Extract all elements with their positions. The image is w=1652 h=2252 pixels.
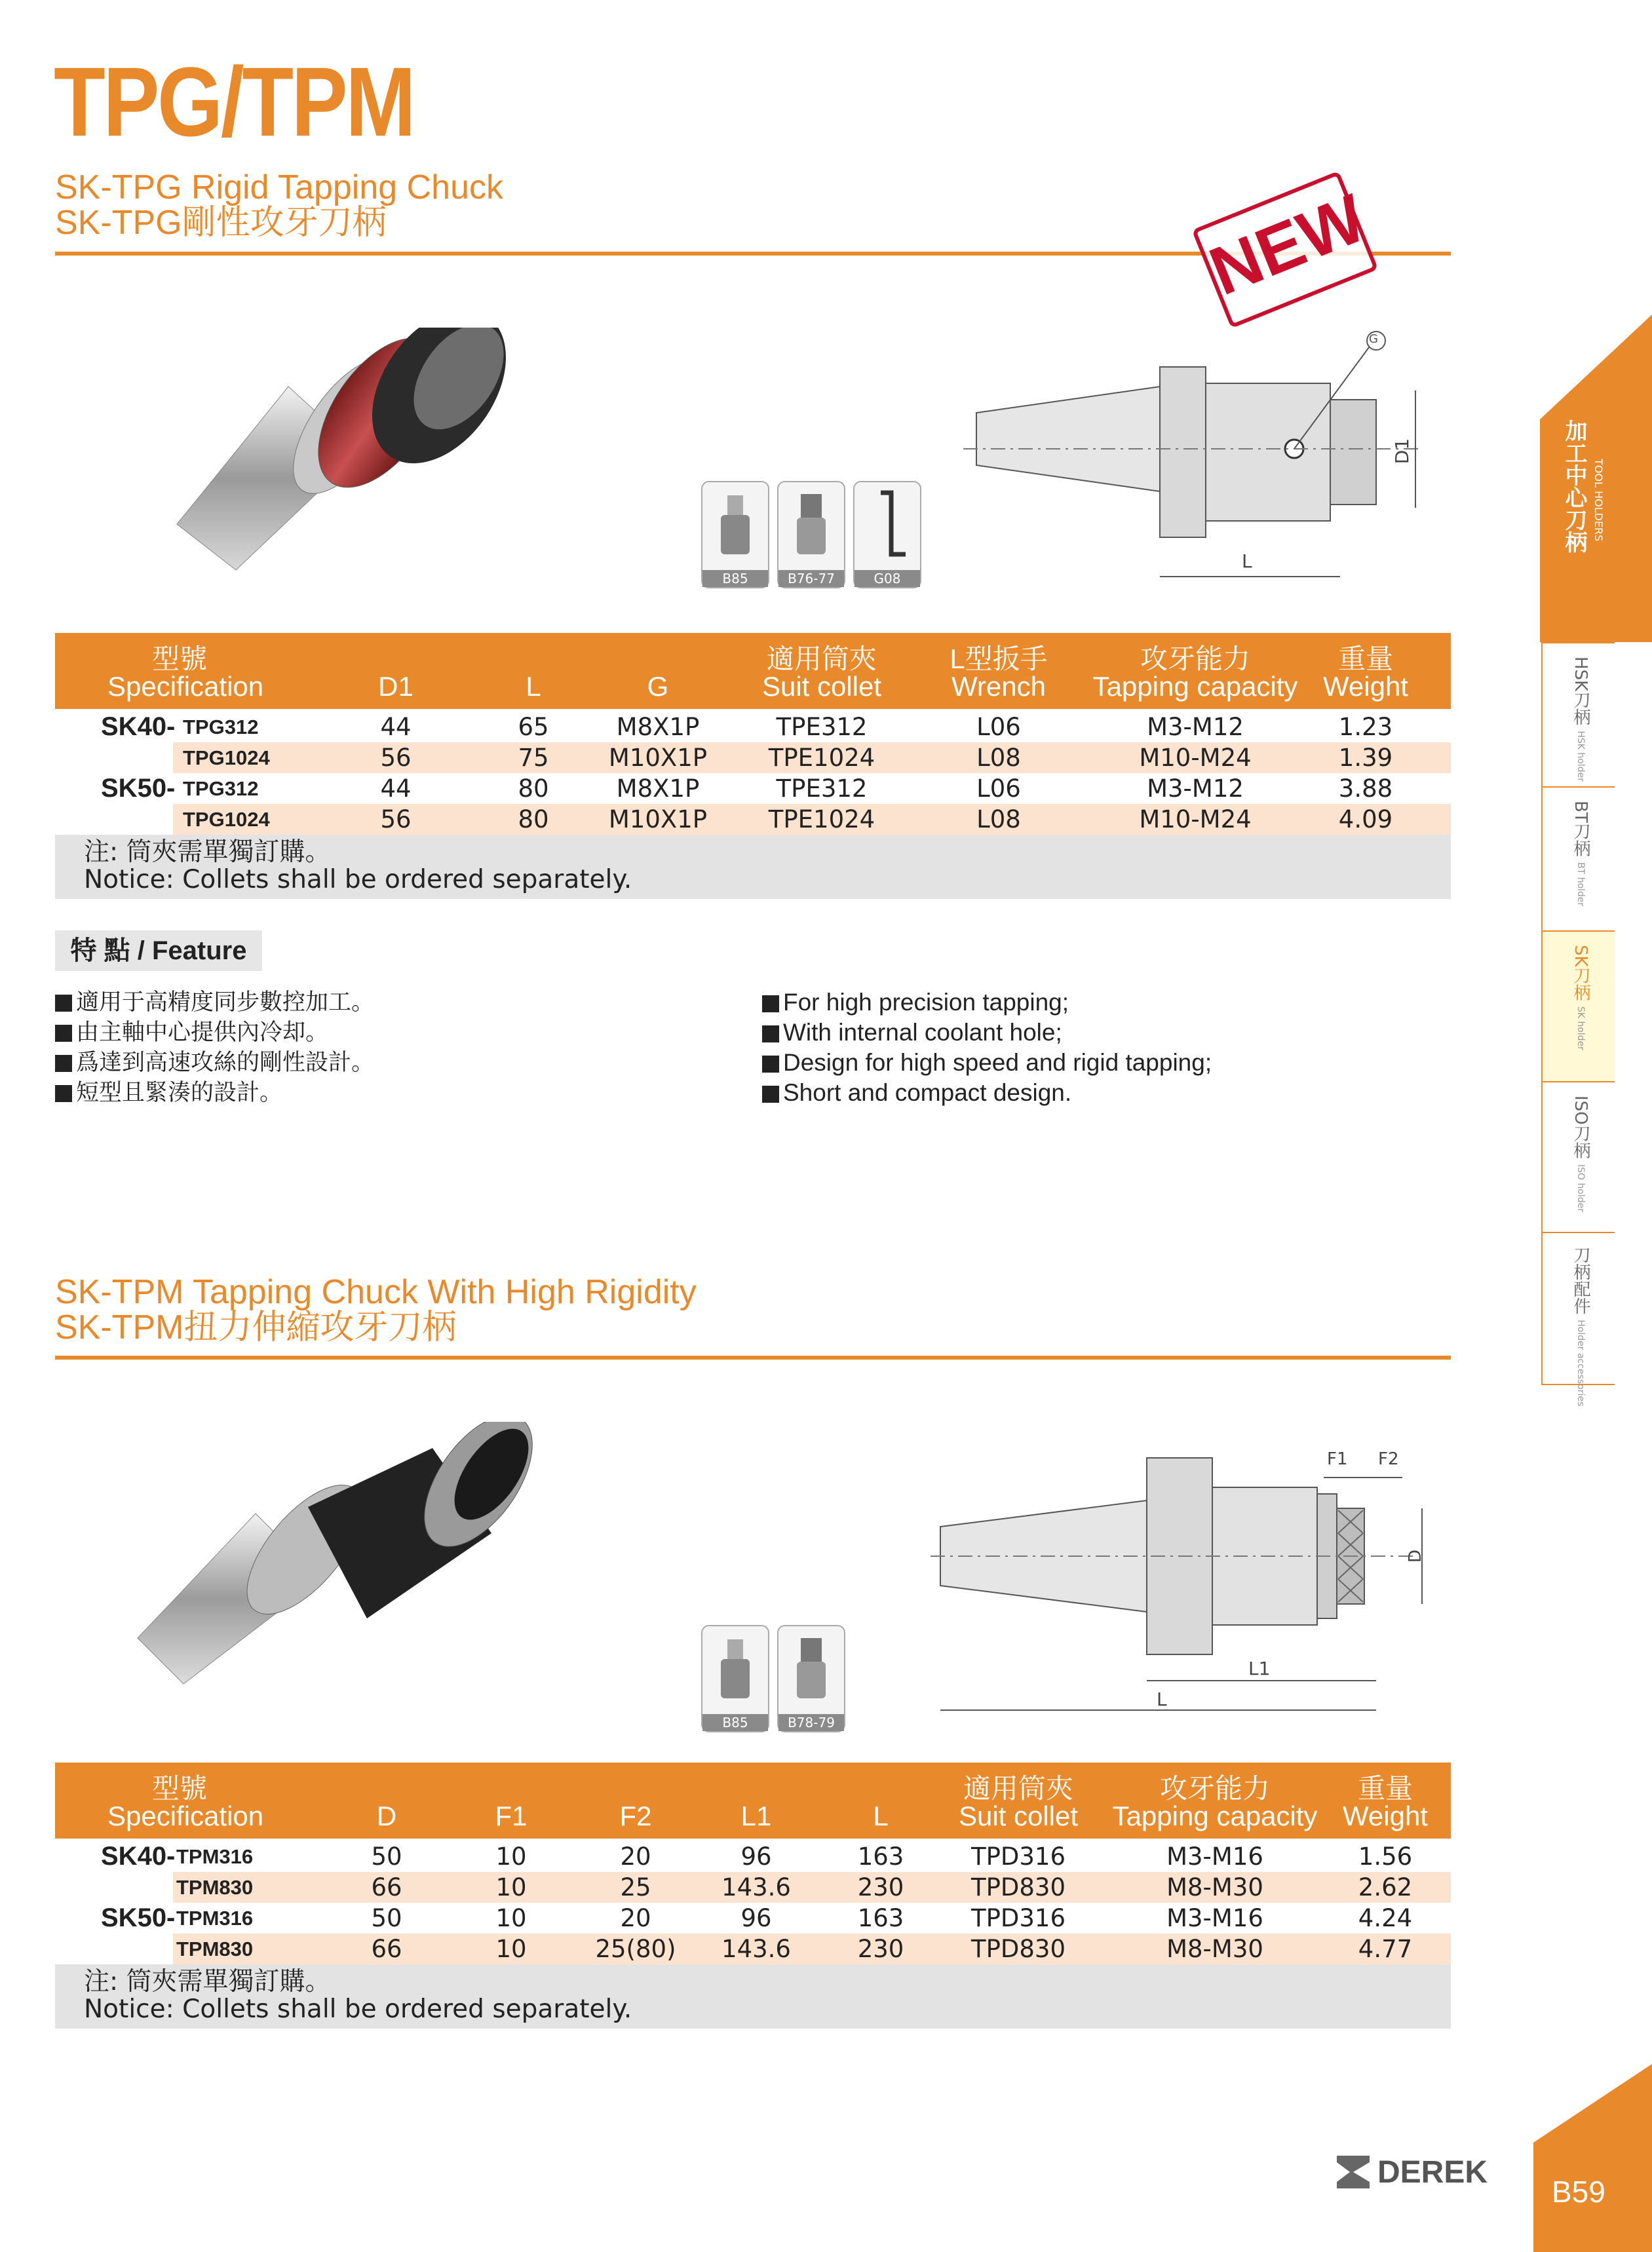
table-row: SK40- TPM316 50 10 20 96 163 TPD316 M3-M16 1.56 bbox=[101, 1842, 1413, 1871]
tpm-accessories bbox=[701, 1625, 852, 1730]
accessory-g08: G08 bbox=[853, 481, 921, 588]
tpm-notice: 注: 筒夾需單獨訂購。 Notice: Collets shall be ordered separately. bbox=[55, 1964, 1451, 2029]
accessory-b85: B85 bbox=[701, 1625, 769, 1732]
accessory-b76-77: B76-77 bbox=[777, 481, 845, 588]
tpg-technical-drawing bbox=[963, 328, 1461, 590]
list-item: Design for high speed and rigid tapping; bbox=[762, 1048, 1212, 1078]
tpg-table-header: 型號 Specification D1 L G 適用筒夾 Suit collet L型扳手 Wrench 攻牙能力 Tapping capacity 重量 Weight bbox=[55, 633, 1451, 709]
side-tab-bt[interactable]: BT刀柄 BT holder bbox=[1541, 786, 1615, 933]
side-tab-active-sub: TOOL HOLDERS bbox=[1592, 459, 1605, 542]
table-row: TPM830 66 10 25 143.6 230 TPD830 M8-M30 2.62 bbox=[173, 1872, 1451, 1903]
list-item: 爲達到高速攻絲的剛性設計。 bbox=[55, 1048, 374, 1078]
tpg-title-cn: SK-TPG剛性攻牙刀柄 bbox=[55, 204, 387, 242]
tpm-drawing-label-f1: F1 bbox=[1327, 1449, 1348, 1469]
table-row: TPG1024 56 75 M10X1P TPE1024 L08 M10-M24 1.39 bbox=[173, 742, 1451, 773]
feature-list-cn bbox=[55, 987, 374, 1108]
tpm-table-header: 型號 Specification D F1 F2 L1 L 適用筒夾 Suit collet 攻牙能力 Tapping capacity 重量 Weight bbox=[55, 1763, 1451, 1839]
new-badge bbox=[1191, 171, 1378, 329]
side-tab-sk[interactable]: SK刀柄 SK holder bbox=[1541, 930, 1615, 1084]
list-item: 由主軸中心提供內冷却。 bbox=[55, 1018, 374, 1048]
tpg-product-photo bbox=[164, 328, 596, 603]
tpg-accessories bbox=[701, 481, 924, 586]
tpg-drawing-label-l: L bbox=[1242, 550, 1252, 572]
list-item: 適用于高精度同步數控加工。 bbox=[55, 987, 374, 1018]
tpg-title-en: SK-TPG Rigid Tapping Chuck bbox=[55, 168, 504, 206]
tpm-title-cn: SK-TPM扭力伸縮攻牙刀柄 bbox=[55, 1308, 457, 1346]
tpm-technical-drawing bbox=[931, 1435, 1455, 1723]
list-item: Short and compact design. bbox=[762, 1078, 1212, 1108]
page-number-tab bbox=[1533, 2064, 1652, 2252]
tpm-title-rule bbox=[55, 1356, 1451, 1360]
list-item: With internal coolant hole; bbox=[762, 1018, 1212, 1048]
tpg-drawing-label-g: G bbox=[1369, 332, 1378, 346]
tpm-drawing-label-f2: F2 bbox=[1378, 1449, 1399, 1469]
table-row: SK50- TPG312 44 80 M8X1P TPE312 L06 M3-M12 3.88 bbox=[101, 774, 1393, 803]
derek-logo-icon bbox=[1337, 2156, 1370, 2188]
table-row: SK40- TPG312 44 65 M8X1P TPE312 L06 M3-M12 1.23 bbox=[101, 712, 1393, 741]
tpm-title-en: SK-TPM Tapping Chuck With High Rigidity bbox=[55, 1273, 697, 1311]
tpm-spec-table bbox=[55, 1763, 1451, 2038]
accessory-b78-79: B78-79 bbox=[777, 1625, 845, 1732]
tpm-product-photo bbox=[125, 1422, 570, 1697]
new-badge-text: NEW bbox=[1199, 180, 1376, 311]
list-item: 短型且緊湊的設計。 bbox=[55, 1078, 374, 1108]
table-row: TPM830 66 10 25(80) 143.6 230 TPD830 M8-M30 4.77 bbox=[173, 1934, 1451, 1964]
tpg-spec-table bbox=[55, 633, 1451, 908]
side-tab-iso[interactable]: ISO刀柄 ISO holder bbox=[1541, 1081, 1615, 1234]
table-row: TPG1024 56 80 M10X1P TPE1024 L08 M10-M24 4.09 bbox=[173, 804, 1451, 835]
page-number: B59 bbox=[1552, 2175, 1605, 2209]
tpg-notice: 注: 筒夾需單獨訂購。 Notice: Collets shall be ordered separately. bbox=[55, 835, 1451, 899]
side-tab-hsk[interactable]: HSK刀柄 HSK holder bbox=[1541, 642, 1615, 789]
tpm-drawing-label-d: D bbox=[1406, 1549, 1426, 1563]
tpg-drawing-label-d1: D1 bbox=[1391, 438, 1413, 465]
feature-badge: 特 點 / Feature bbox=[55, 930, 262, 971]
accessory-b85: B85 bbox=[701, 481, 769, 588]
page-title: TPG/TPM bbox=[54, 47, 414, 157]
list-item: For high precision tapping; bbox=[762, 987, 1212, 1018]
side-tab-active-title[interactable]: 加工中心刀柄 bbox=[1561, 419, 1587, 553]
table-row: SK50- TPM316 50 10 20 96 163 TPD316 M3-M16 4.24 bbox=[101, 1903, 1413, 1932]
tpm-drawing-label-l1: L1 bbox=[1248, 1658, 1271, 1679]
brand-logo: DEREK bbox=[1377, 2155, 1488, 2190]
side-tab-accessories[interactable]: 刀柄配件 Holder accessories bbox=[1541, 1232, 1615, 1385]
tpm-drawing-label-l: L bbox=[1157, 1689, 1167, 1710]
feature-list-en bbox=[762, 987, 1212, 1108]
